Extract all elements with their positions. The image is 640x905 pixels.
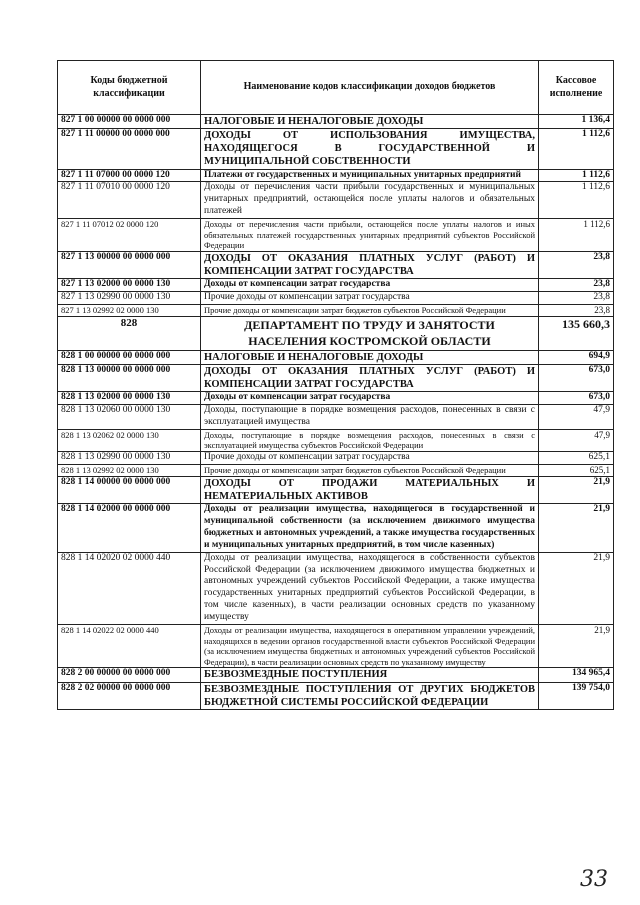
table-row (58, 504, 614, 553)
table-row (58, 682, 614, 709)
row-value: 21,9 (539, 504, 614, 553)
row-value: 1 136,4 (539, 115, 614, 129)
table-row (58, 279, 614, 292)
row-value: 625,1 (539, 451, 614, 464)
table-row (58, 129, 614, 169)
table-row (58, 364, 614, 391)
row-code: 828 1 14 02020 02 0000 440 (58, 552, 201, 624)
row-code: 827 1 11 07000 00 0000 120 (58, 169, 201, 182)
revenue-table (57, 60, 614, 710)
row-code: 827 1 13 02000 00 0000 130 (58, 279, 201, 292)
table-row (58, 464, 614, 476)
row-name: БЕЗВОЗМЕЗДНЫЕ ПОСТУПЛЕНИЯ (201, 668, 539, 682)
row-name: Доходы, поступающие в порядке возмещения расходов, понесенных в связи с эксплуатацией имущества (201, 404, 539, 429)
page-number: 33 (580, 867, 608, 892)
row-name: Прочие доходы от компенсации затрат бюджетов субъектов Российской Федерации (201, 304, 539, 316)
row-code: 828 1 14 02022 02 0000 440 (58, 624, 201, 668)
row-code: 827 1 13 02990 00 0000 130 (58, 292, 201, 305)
table-row (58, 350, 614, 364)
table-row (58, 251, 614, 278)
table-row (58, 391, 614, 404)
row-name: Прочие доходы от компенсации затрат государства (201, 292, 539, 305)
table-row (58, 115, 614, 129)
row-value: 23,8 (539, 279, 614, 292)
row-code: 828 1 13 02992 02 0000 130 (58, 464, 201, 476)
table-row (58, 169, 614, 182)
row-name: Доходы, поступающие в порядке возмещения расходов, понесенных в связи с эксплуатацией имущества субъектов Российской Федерации (201, 429, 539, 451)
row-value: 1 112,6 (539, 169, 614, 182)
table-header-row (58, 61, 614, 115)
table-row (58, 404, 614, 429)
table-row (58, 429, 614, 451)
row-code: 828 2 00 00000 00 0000 000 (58, 668, 201, 682)
row-name: Доходы от реализации имущества, находящегося в собственности субъектов Российской Федерации (за исключением движимого имущества бюджетных и автономных учреждений субъектов Российской Федерации, а также имущества государственных унитарных предприятий субъектов Российской Федерации, в том числе казенных), в части реализации основных средств по указанному имуществу (201, 552, 539, 624)
row-name: БЕЗВОЗМЕЗДНЫЕ ПОСТУПЛЕНИЯ ОТ ДРУГИХ БЮДЖЕТОВ БЮДЖЕТНОЙ СИСТЕМЫ РОССИЙСКОЙ ФЕДЕРАЦИИ (201, 682, 539, 709)
table-row (58, 182, 614, 219)
row-name: ДОХОДЫ ОТ ОКАЗАНИЯ ПЛАТНЫХ УСЛУГ (РАБОТ) И КОМПЕНСАЦИИ ЗАТРАТ ГОСУДАРСТВА (201, 364, 539, 391)
table-row (58, 219, 614, 252)
row-name: Доходы от перечисления части прибыли, остающейся после уплаты налогов и иных обязательных платежей государственных унитарных предприятий субъектов Российской Федерации (201, 219, 539, 252)
row-value: 694,9 (539, 350, 614, 364)
row-value: 21,9 (539, 624, 614, 668)
row-code: 828 1 13 02990 00 0000 130 (58, 451, 201, 464)
table-row (58, 624, 614, 668)
table-row (58, 292, 614, 305)
row-value: 625,1 (539, 464, 614, 476)
row-code: 828 1 14 00000 00 0000 000 (58, 476, 201, 503)
row-name: Доходы от компенсации затрат государства (201, 391, 539, 404)
row-value: 23,8 (539, 292, 614, 305)
row-value: 1 112,6 (539, 219, 614, 252)
department-row (58, 317, 614, 350)
row-code: 827 1 11 07010 00 0000 120 (58, 182, 201, 219)
row-name: Доходы от компенсации затрат государства (201, 279, 539, 292)
row-name: Доходы от реализации имущества, находящегося в государственной и муниципальной собственности (за исключением движимого имущества бюджетных и автономных учреждений, а также имущества государственных и муниципальных унитарных предприятий, в том числе казенных) (201, 504, 539, 553)
row-value: 23,8 (539, 304, 614, 316)
table-row (58, 451, 614, 464)
header-name: Наименование кодов классификации доходов бюджетов (201, 61, 539, 115)
row-code: 828 1 14 02000 00 0000 000 (58, 504, 201, 553)
row-code: 827 1 13 02992 02 0000 130 (58, 304, 201, 316)
row-value: 21,9 (539, 552, 614, 624)
row-value: 21,9 (539, 476, 614, 503)
row-name: Доходы от реализации имущества, находящегося в оперативном управлении учреждений, находящихся в ведении органов государственной власти субъектов Российской Федерации (за исключением имущества бюджетных и автономных учреждений субъектов Российской Федерации), в части реализации основных средств по указанному имуществу (201, 624, 539, 668)
row-name: Платежи от государственных и муниципальных унитарных предприятий (201, 169, 539, 182)
table-row (58, 552, 614, 624)
header-codes: Коды бюджетной классификации (58, 61, 201, 115)
department-name: ДЕПАРТАМЕНТ ПО ТРУДУ И ЗАНЯТОСТИ НАСЕЛЕНИЯ КОСТРОМСКОЙ ОБЛАСТИ (201, 317, 539, 350)
row-name: ДОХОДЫ ОТ ИСПОЛЬЗОВАНИЯ ИМУЩЕСТВА, НАХОДЯЩЕГОСЯ В ГОСУДАРСТВЕННОЙ И МУНИЦИПАЛЬНОЙ СОБСТВЕННОСТИ (201, 129, 539, 169)
row-code: 827 1 00 00000 00 0000 000 (58, 115, 201, 129)
table-row (58, 304, 614, 316)
department-total: 135 660,3 (539, 317, 614, 350)
row-value: 673,0 (539, 391, 614, 404)
row-code: 828 1 13 02000 00 0000 130 (58, 391, 201, 404)
row-value: 139 754,0 (539, 682, 614, 709)
department-code: 828 (58, 317, 201, 350)
row-code: 827 1 11 00000 00 0000 000 (58, 129, 201, 169)
row-code: 827 1 13 00000 00 0000 000 (58, 251, 201, 278)
header-value: Кассовое исполнение (539, 61, 614, 115)
row-value: 673,0 (539, 364, 614, 391)
row-value: 1 112,6 (539, 182, 614, 219)
row-value: 1 112,6 (539, 129, 614, 169)
row-value: 134 965,4 (539, 668, 614, 682)
row-name: ДОХОДЫ ОТ ПРОДАЖИ МАТЕРИАЛЬНЫХ И НЕМАТЕРИАЛЬНЫХ АКТИВОВ (201, 476, 539, 503)
row-name: ДОХОДЫ ОТ ОКАЗАНИЯ ПЛАТНЫХ УСЛУГ (РАБОТ) И КОМПЕНСАЦИИ ЗАТРАТ ГОСУДАРСТВА (201, 251, 539, 278)
row-name: НАЛОГОВЫЕ И НЕНАЛОГОВЫЕ ДОХОДЫ (201, 350, 539, 364)
table-row (58, 668, 614, 682)
row-code: 828 1 13 02060 00 0000 130 (58, 404, 201, 429)
row-name: НАЛОГОВЫЕ И НЕНАЛОГОВЫЕ ДОХОДЫ (201, 115, 539, 129)
row-name: Доходы от перечисления части прибыли государственных и муниципальных унитарных предприятий, остающейся после уплаты налогов и обязательных платежей (201, 182, 539, 219)
row-code: 828 1 13 00000 00 0000 000 (58, 364, 201, 391)
row-code: 828 2 02 00000 00 0000 000 (58, 682, 201, 709)
row-name: Прочие доходы от компенсации затрат государства (201, 451, 539, 464)
row-name: Прочие доходы от компенсации затрат бюджетов субъектов Российской Федерации (201, 464, 539, 476)
row-value: 47,9 (539, 429, 614, 451)
row-value: 23,8 (539, 251, 614, 278)
row-code: 828 1 00 00000 00 0000 000 (58, 350, 201, 364)
row-code: 827 1 11 07012 02 0000 120 (58, 219, 201, 252)
table-row (58, 476, 614, 503)
row-value: 47,9 (539, 404, 614, 429)
row-code: 828 1 13 02062 02 0000 130 (58, 429, 201, 451)
